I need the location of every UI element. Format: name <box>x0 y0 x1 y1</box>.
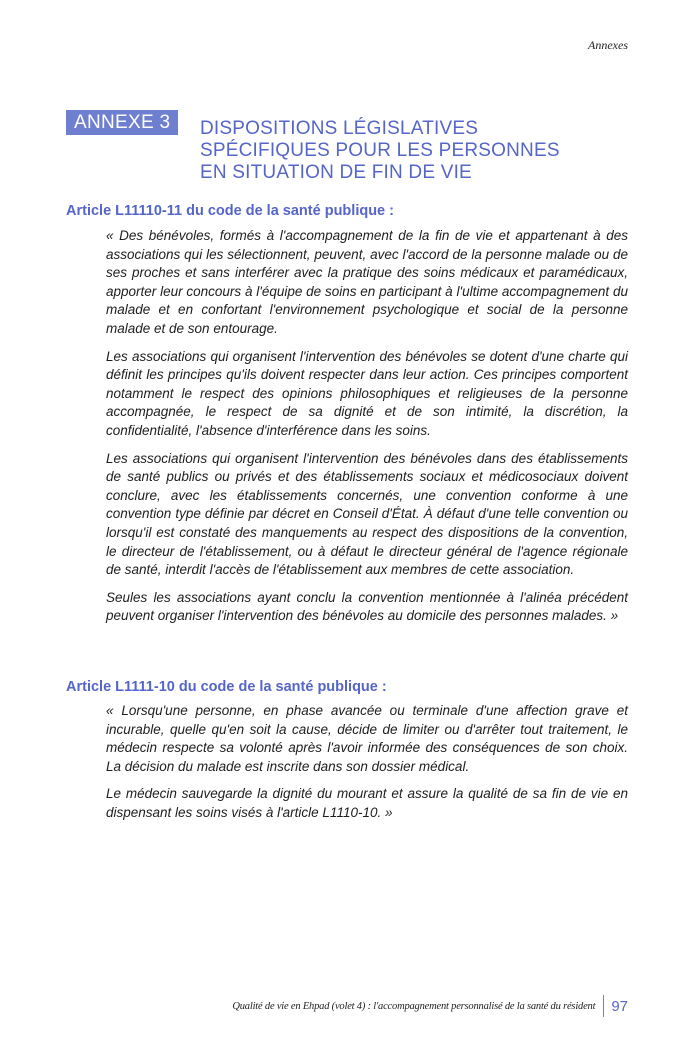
article-heading-l1111-10: Article L1111-10 du code de la santé publique : <box>66 679 387 695</box>
footer-divider <box>603 995 604 1017</box>
running-head: Annexes <box>588 38 628 52</box>
annex-title-line: EN SITUATION DE FIN DE VIE <box>200 162 472 183</box>
footer-text: Qualité de vie en Ehpad (volet 4) : l'accompagnement personnalisé de la santé du résident <box>232 1000 596 1012</box>
article-heading-l11110-11: Article L11110-11 du code de la santé publique : <box>66 203 394 219</box>
article-paragraph: Le médecin sauvegarde la dignité du mourant et assure la qualité de sa fin de vie en dispensant les soins visés à l'article L1110-10. » <box>106 786 628 820</box>
article-paragraph: Seules les associations ayant conclu la convention mentionnée à l'alinéa précédent peuvent organiser l'intervention des bénévoles au domicile des personnes malades. » <box>106 589 628 624</box>
page-footer <box>232 995 628 1017</box>
annex-title-line: DISPOSITIONS LÉGISLATIVES <box>200 118 479 139</box>
annex-title-line: SPÉCIFIQUES POUR LES PERSONNES <box>200 140 560 161</box>
article-paragraph: « Des bénévoles, formés à l'accompagnement de la fin de vie et appartenant à des associations qui les sélectionnent, peuvent, avec l'accord de la personne malade ou de ses proches et sans interférer avec la pratique des soins médicaux et paramédicaux, apporter leur concours à l'équipe de soins en participant à l'ultime accompagnement du malade et en confortant l'environnement psychologique et social de la personne malade et de son entourage. <box>106 228 628 336</box>
article-paragraph: « Lorsqu'une personne, en phase avancée ou terminale d'une affection grave et incurable, quelle qu'en soit la cause, décide de limiter ou d'arrêter tout traitement, le médecin respecte sa volonté après l'avoir informée des conséquences de son choix. La décision du malade est inscrite dans son dossier médical. <box>106 703 628 774</box>
article-paragraph: Les associations qui organisent l'intervention des bénévoles dans des établissements de santé publics ou privés et des établissements sociaux et médicosociaux doivent conclure, avec les établissements concernés, une convention conforme à une convention type définie par décret en Conseil d'État. À défaut d'une telle convention ou lorsqu'il est constaté des manquements au respect des dispositions de la convention, le directeur de l'établissement, ou à défaut le directeur général de l'agence régionale de santé, interdit l'accès de l'établissement aux membres de cette association. <box>106 450 628 578</box>
article-paragraph: Les associations qui organisent l'intervention des bénévoles se dotent d'une charte qui définit les principes qu'ils doivent respecter dans leur action. Ces principes comportent notamment le respect des opinions philosophiques et religieuses de la personne accompagnée, le respect de sa dignité et de son intimité, la discrétion, la confidentialité, l'absence d'interférence dans les soins. <box>106 348 628 438</box>
article-body-l1111-10 <box>106 702 628 832</box>
article-body-l11110-11 <box>106 227 628 635</box>
annex-badge: ANNEXE 3 <box>66 110 178 135</box>
page-number: 97 <box>611 997 628 1015</box>
annex-title <box>200 118 560 184</box>
